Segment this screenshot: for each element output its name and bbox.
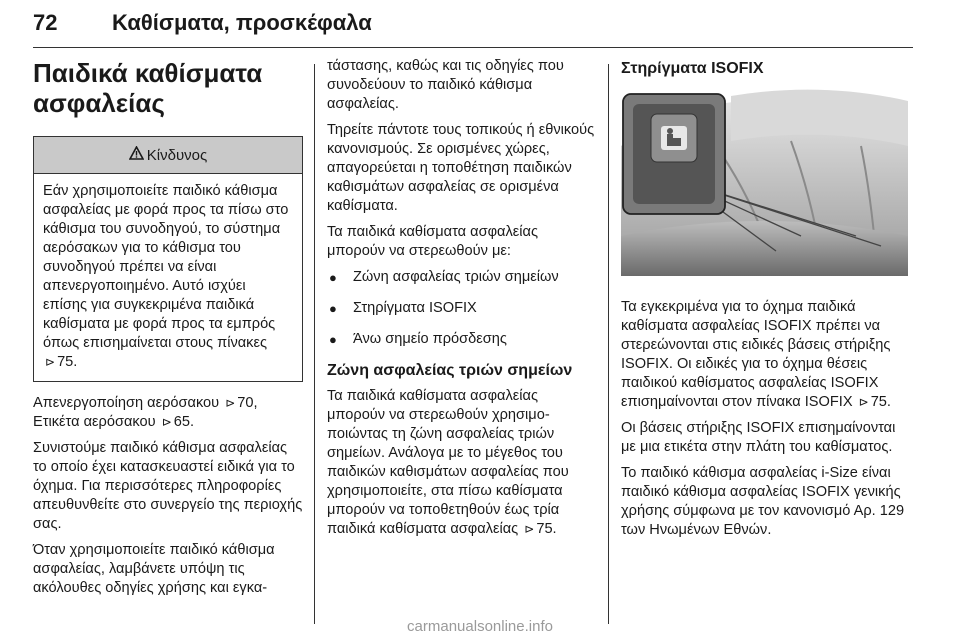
page-ref-arrow-icon: ⊳ bbox=[524, 522, 535, 536]
list-item: ● Στηρίγματα ISOFIX bbox=[327, 299, 595, 318]
running-title: Καθίσματα, προσκέφαλα bbox=[112, 10, 372, 35]
bullet-list bbox=[327, 268, 595, 349]
page-ref-arrow-icon: ⊳ bbox=[225, 396, 236, 410]
paragraph: Τηρείτε πάντοτε τους τοπικούς ή εθνικούς κανονισμούς. Σε ορισμένες χώρες, απαγορεύεται η τοποθέτηση παιδικών καθισμάτων ασφαλείας σε ορισμένα καθίσματα. bbox=[327, 122, 595, 214]
list-item: ● Ζώνη ασφαλείας τριών σημείων bbox=[327, 268, 595, 287]
page-ref-link[interactable]: 75. bbox=[536, 521, 557, 537]
section-title: Παιδικά καθίσματα ασφαλείας bbox=[33, 58, 263, 118]
paragraph: Όταν χρησιμοποιείτε παιδικό κάθισμα ασφαλείας, λαμβάνετε υπόψη τις ακόλουθες οδηγίες χρήσης και εγκα- bbox=[33, 542, 275, 596]
paragraph: Το παιδικό κάθισμα ασφαλείας i-Size είναι παιδικό κάθισμα ασφαλείας ISOFIX γενικής χρήσης σύμφωνα με τον κανονισμό Αρ. 129 των Ηνωμένων Εθνών. bbox=[621, 465, 905, 538]
paragraph bbox=[327, 387, 595, 539]
column-divider-2 bbox=[608, 64, 609, 624]
page-ref-link[interactable]: 70, bbox=[237, 395, 258, 411]
danger-body bbox=[34, 174, 302, 381]
page-ref-link[interactable]: 65. bbox=[173, 414, 195, 430]
page-ref-arrow-icon: ⊳ bbox=[161, 415, 172, 429]
page-ref-link[interactable]: 75. bbox=[57, 354, 78, 370]
column-1 bbox=[33, 52, 303, 605]
ref-text: Απενεργοποίηση αερόσακου bbox=[33, 395, 220, 411]
page-number: 72 bbox=[33, 10, 58, 35]
page-ref-link[interactable]: 75. bbox=[870, 394, 891, 410]
paragraph: Τα παιδικά καθίσματα ασφαλείας μπορούν να στερεωθούν με: bbox=[327, 224, 538, 259]
watermark: carmanualsonline.info bbox=[407, 618, 553, 635]
danger-header bbox=[34, 137, 302, 174]
isofix-figure-image bbox=[621, 86, 908, 276]
paragraph-text: Τα εγκεκριμένα για το όχημα παιδικά καθίσματα ασφαλείας ISOFIX πρέπει να στερεώνονται στις ειδικές βάσεις στήριξης ISOFIX. Οι ειδικές για το όχημα θέσεις παιδικού καθίσματος ασφαλείας ISOFIX επισημαίνονται στον πίνακα ISOFIX bbox=[621, 299, 891, 410]
subheading: Στηρίγματα ISOFIX bbox=[621, 60, 764, 77]
page-header bbox=[0, 0, 960, 52]
danger-notice bbox=[33, 136, 303, 382]
paragraph bbox=[621, 298, 911, 412]
column-divider-1 bbox=[314, 64, 315, 624]
paragraph: Συνιστούμε παιδικό κάθισμα ασφαλείας το οποίο έχει κατασκευαστεί ειδικά για το όχημα. Για περισσότερες πληροφορίες απευθυνθείτε στο συνεργείο της περιοχής σας. bbox=[33, 440, 303, 532]
paragraph: τάστασης, καθώς και τις οδηγίες που συνοδεύουν το παιδικό κάθισμα ασφαλείας. bbox=[327, 58, 564, 112]
page-ref-arrow-icon: ⊳ bbox=[858, 395, 869, 409]
header-divider bbox=[33, 47, 913, 48]
warning-triangle-icon bbox=[129, 146, 144, 165]
danger-text: Εάν χρησιμοποιείτε παιδικό κάθισμα ασφαλείας με φορά προς τα πίσω στο κάθισμα του συνοδηγού, το σύστημα αερόσακων για το κάθισμα του συνοδηγού πρέπει να είναι απενεργοποιημένο. Αυτό ισχύει επίσης για συγκεκριμένα παιδικά καθίσματα με φορά προς τα εμπρός όπως επισημαίνεται στους πίνακες bbox=[43, 183, 289, 351]
paragraph: Οι βάσεις στήριξης ISOFIX επισημαίνονται με μια ετικέτα στην πλάτη του καθίσματος. bbox=[621, 420, 896, 455]
column-3 bbox=[621, 57, 911, 547]
paragraph bbox=[33, 394, 303, 432]
subheading: Ζώνη ασφαλείας τριών σημείων bbox=[327, 362, 573, 379]
column-2 bbox=[327, 57, 595, 546]
paragraph-text: Τα παιδικά καθίσματα ασφαλείας μπορούν να στερεωθούν χρησιμοποιώντας τη ζώνη ασφαλείας τριών σημείων. Ανάλογα με το μέγεθος του παιδικών καθισμάτων ασφαλείας που χρησιμοποιείτε, στα πίσω καθίσματα μπορούν να τοποθετηθούν έως τρία παιδικά καθίσματα ασφαλείας bbox=[327, 388, 569, 537]
page-ref-arrow-icon: ⊳ bbox=[45, 355, 56, 369]
ref-text: Ετικέτα αερόσακου bbox=[33, 414, 156, 430]
list-item: ● Άνω σημείο πρόσδεσης bbox=[327, 330, 595, 349]
danger-label: Κίνδυνος bbox=[146, 146, 208, 164]
